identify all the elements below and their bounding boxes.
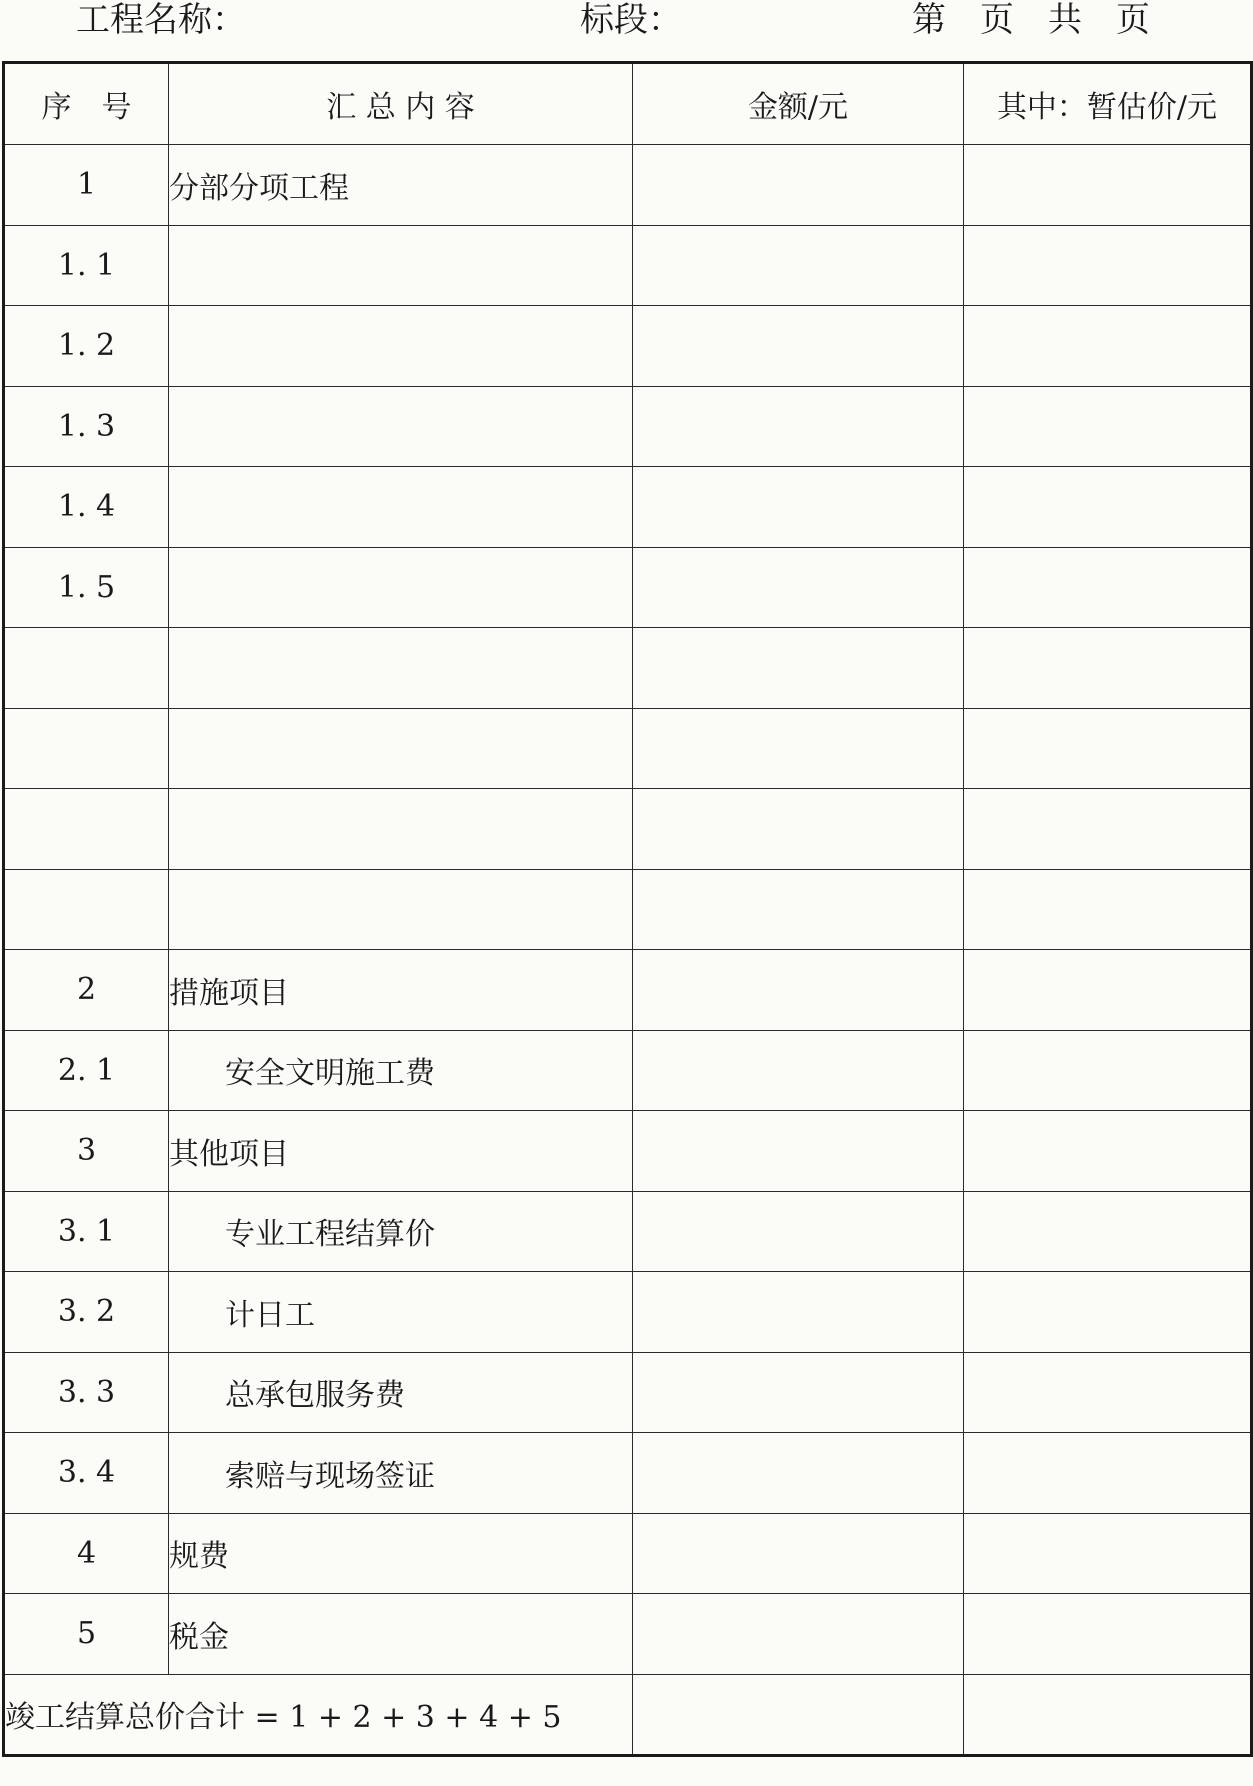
table-row [4,467,1252,548]
table-row [4,145,1252,226]
amount-cell[interactable] [633,145,964,226]
provisional-amount-cell[interactable] [964,1594,1252,1675]
table-row [4,789,1252,870]
seq-cell: 1. 3 [4,386,169,467]
content-cell: 规费 [169,1513,633,1594]
page-count-label: 第 页 共 页 [912,0,1150,40]
table-row [4,386,1252,467]
content-cell [169,789,633,870]
provisional-amount-cell[interactable] [964,789,1252,870]
amount-cell[interactable] [633,306,964,387]
seq-cell [4,628,169,709]
amount-cell[interactable] [633,1433,964,1514]
table-row [4,1030,1252,1111]
seq-cell: 5 [4,1594,169,1675]
seq-cell: 2 [4,950,169,1031]
column-header-seq: 序 号 [4,63,169,145]
seq-cell: 3. 3 [4,1352,169,1433]
amount-cell[interactable] [633,1191,964,1272]
seq-cell: 4 [4,1513,169,1594]
table-row [4,1272,1252,1353]
column-header-amount: 金额/元 [633,63,964,145]
content-cell: 分部分项工程 [169,145,633,226]
amount-cell[interactable] [633,708,964,789]
table-row [4,1352,1252,1433]
amount-cell[interactable] [633,1594,964,1675]
content-cell: 安全文明施工费 [169,1030,633,1111]
amount-cell[interactable] [633,225,964,306]
table-row [4,1513,1252,1594]
amount-cell[interactable] [633,628,964,709]
settlement-summary-table [2,61,1253,1757]
table-row [4,225,1252,306]
seq-cell: 3. 2 [4,1272,169,1353]
table-row [4,708,1252,789]
total-amount-cell[interactable] [633,1674,964,1756]
amount-cell[interactable] [633,1111,964,1192]
provisional-amount-cell[interactable] [964,869,1252,950]
sheet-header [0,0,1253,56]
provisional-amount-cell[interactable] [964,225,1252,306]
seq-cell: 1. 5 [4,547,169,628]
provisional-amount-cell[interactable] [964,1030,1252,1111]
table-row [4,869,1252,950]
provisional-amount-cell[interactable] [964,467,1252,548]
provisional-amount-cell[interactable] [964,628,1252,709]
seq-cell: 3. 1 [4,1191,169,1272]
content-cell [169,708,633,789]
amount-cell[interactable] [633,950,964,1031]
total-provisional-cell[interactable] [964,1674,1252,1756]
amount-cell[interactable] [633,1272,964,1353]
provisional-amount-cell[interactable] [964,1111,1252,1192]
table-row [4,628,1252,709]
table-row [4,306,1252,387]
content-cell: 计日工 [169,1272,633,1353]
amount-cell[interactable] [633,1513,964,1594]
content-cell: 措施项目 [169,950,633,1031]
amount-cell[interactable] [633,869,964,950]
content-cell [169,628,633,709]
section-label: 标段： [580,0,682,40]
provisional-amount-cell[interactable] [964,950,1252,1031]
provisional-amount-cell[interactable] [964,1352,1252,1433]
seq-cell: 1. 2 [4,306,169,387]
content-cell: 其他项目 [169,1111,633,1192]
content-cell: 专业工程结算价 [169,1191,633,1272]
table-row [4,1594,1252,1675]
project-name-label: 工程名称： [76,0,246,40]
seq-cell: 1. 1 [4,225,169,306]
column-header-content: 汇 总 内 容 [169,63,633,145]
content-cell [169,225,633,306]
total-row [4,1674,1252,1756]
seq-cell: 3 [4,1111,169,1192]
provisional-amount-cell[interactable] [964,386,1252,467]
content-cell: 索赔与现场签证 [169,1433,633,1514]
seq-cell: 1 [4,145,169,226]
content-cell [169,386,633,467]
content-cell [169,306,633,387]
provisional-amount-cell[interactable] [964,547,1252,628]
table-row [4,950,1252,1031]
total-label: 竣工结算总价合计 = 1 + 2 + 3 + 4 + 5 [4,1674,633,1756]
seq-cell: 1. 4 [4,467,169,548]
provisional-amount-cell[interactable] [964,1433,1252,1514]
amount-cell[interactable] [633,1352,964,1433]
amount-cell[interactable] [633,789,964,870]
provisional-amount-cell[interactable] [964,708,1252,789]
seq-cell: 2. 1 [4,1030,169,1111]
seq-cell: 3. 4 [4,1433,169,1514]
table-row [4,547,1252,628]
provisional-amount-cell[interactable] [964,145,1252,226]
content-cell [169,547,633,628]
seq-cell [4,708,169,789]
content-cell [169,467,633,548]
amount-cell[interactable] [633,386,964,467]
provisional-amount-cell[interactable] [964,1513,1252,1594]
table-row [4,1191,1252,1272]
content-cell [169,869,633,950]
table-row [4,1433,1252,1514]
column-header-provisional: 其中：暂估价/元 [964,63,1252,145]
provisional-amount-cell[interactable] [964,1191,1252,1272]
provisional-amount-cell[interactable] [964,1272,1252,1353]
content-cell: 总承包服务费 [169,1352,633,1433]
table-row [4,1111,1252,1192]
seq-cell [4,869,169,950]
amount-cell[interactable] [633,547,964,628]
amount-cell[interactable] [633,467,964,548]
table-header-row [4,63,1252,145]
seq-cell [4,789,169,870]
provisional-amount-cell[interactable] [964,306,1252,387]
amount-cell[interactable] [633,1030,964,1111]
content-cell: 税金 [169,1594,633,1675]
